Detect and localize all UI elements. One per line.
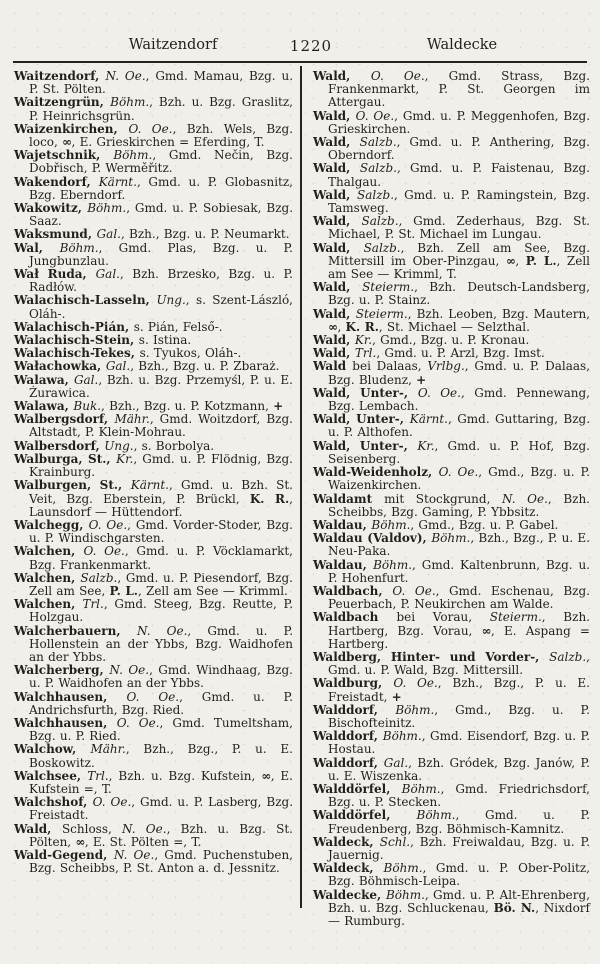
entry-text: , Bzh. Leoben, Bzg. Mautern, bbox=[407, 306, 590, 321]
entry-text: , Gmd. u. P. Arzl, Bzg. Imst. bbox=[376, 346, 545, 361]
province-abbr: Kr. bbox=[116, 451, 134, 466]
posthorn-icon: ∞ bbox=[481, 623, 492, 638]
page-number: 1220 bbox=[289, 37, 333, 55]
entry-headword: Walchsee, bbox=[14, 768, 88, 783]
entry-text: , Bzh., Bzg. u. P. Zbaraż. bbox=[130, 359, 280, 374]
posthorn-icon: ∞ bbox=[62, 135, 72, 150]
entry bbox=[14, 479, 293, 519]
entry bbox=[14, 268, 293, 294]
entry-text: , Gmd. u. P. Hof, Bzg. Seisenberg. bbox=[328, 438, 590, 466]
entry-headword: Walawa, bbox=[14, 399, 74, 414]
province-abbr: Kärnt. bbox=[130, 478, 169, 493]
entry bbox=[313, 611, 590, 651]
entry-text: , bbox=[515, 253, 526, 268]
province-abbr: N. Oe. bbox=[502, 491, 548, 506]
header-rule bbox=[13, 61, 587, 63]
cross-icon: + bbox=[416, 372, 427, 387]
province-abbr: Salzb. bbox=[549, 649, 587, 664]
entry-text: , Bzh. Hartberg, Bzg. Vorau, bbox=[328, 610, 590, 638]
entry-text: , Bzh., Bzg., P. u. E. Neu-Paka. bbox=[328, 531, 590, 559]
province-abbr: Kärnt. bbox=[98, 174, 137, 189]
guide-word-left: Waitzendorf bbox=[128, 37, 218, 53]
entry-text: , Gmd. Steeg, Bzg. Reutte, P. Holzgau. bbox=[29, 597, 294, 625]
province-abbr: Böhm. bbox=[431, 531, 471, 546]
province-abbr: O. Oe. bbox=[83, 544, 125, 559]
entry-headword: Wald, bbox=[313, 346, 355, 361]
entry bbox=[14, 242, 293, 268]
entry-text: , Gmd. u. P. Piesendorf, Bzg. Zell am See, bbox=[29, 570, 293, 598]
entry bbox=[14, 545, 293, 571]
guide-word-right: Waldecke bbox=[426, 37, 498, 53]
entry-text: , Gmd. Kaltenbrunn, Bzg. u. P. Hohenfurt. bbox=[328, 557, 590, 585]
entry-headword: Walchen, bbox=[14, 570, 81, 585]
entry bbox=[313, 836, 590, 862]
entry-text: , Bzh. Zell am See, Bzg. Mittersill im Ober-Pinzgau, bbox=[328, 240, 590, 268]
province-abbr: Salzb. bbox=[80, 570, 118, 585]
entry-headword: Walburgen, St., bbox=[14, 478, 131, 493]
entry-text: , Bzh., Bzg. u. P. Neumarkt. bbox=[120, 227, 290, 242]
province-abbr: Salzb. bbox=[363, 240, 401, 255]
province-abbr: O. Oe. bbox=[126, 689, 180, 704]
entry-text: , Gmd. Mamau, Bzg. u. P. St. Pölten. bbox=[29, 69, 294, 97]
entry-headword: Wald-Weidenholz, bbox=[313, 465, 439, 480]
province-abbr: O. Oe. bbox=[417, 385, 461, 400]
province-abbr: Trl. bbox=[354, 346, 377, 361]
entry bbox=[14, 519, 293, 545]
cross-icon: + bbox=[391, 689, 402, 704]
entry bbox=[313, 360, 590, 386]
province-abbr: Böhm. bbox=[373, 557, 413, 572]
province-abbr: Steierm. bbox=[362, 280, 415, 295]
province-abbr: Kr. bbox=[354, 333, 373, 348]
entry-text: , Gmd. u. P. Sobiesak, Bzg. Saaz. bbox=[29, 201, 294, 229]
entry-headword: Wald, bbox=[313, 240, 364, 255]
entry bbox=[313, 413, 590, 439]
entry-text: , Gmd. u. P. Ober-Politz, Bzg. Böhmisch-Leipa. bbox=[328, 861, 590, 889]
entry bbox=[313, 889, 590, 929]
province-abbr: Böhm. bbox=[87, 201, 127, 216]
route-abbr: P. L. bbox=[525, 253, 557, 268]
entry-text: , Gmd., Bzg. u. P. Bischofteinitz. bbox=[328, 702, 590, 730]
entry-text: , Gmd. Woitzdorf, Bzg. Altstadt, P. Klein-Mohrau. bbox=[29, 412, 293, 440]
entry-headword: Walachisch-Lasseln, bbox=[14, 293, 157, 308]
province-abbr: O. Oe. bbox=[128, 121, 173, 136]
entry-headword: Wajetschnik, bbox=[14, 148, 114, 163]
province-abbr: N. Oe. bbox=[113, 847, 155, 862]
entry-headword: Waizenkirchen, bbox=[14, 121, 129, 136]
entry-headword: Walbersdorf, bbox=[14, 438, 105, 453]
entry-text: , Gmd. u. P. Hollenstein an der Ybbs, Bzg. Waidhofen an der Ybbs. bbox=[29, 623, 294, 664]
entry-text: , s. Szent-László, Oláh-. bbox=[29, 293, 293, 321]
entry bbox=[14, 743, 293, 769]
entry-headword: Walawa, bbox=[14, 372, 74, 387]
entry-text: , Gmd. u. P. Wald, Bzg. Mittersill. bbox=[328, 649, 590, 678]
entry bbox=[14, 294, 293, 320]
entry-headword: Wald-Gegend, bbox=[14, 847, 114, 862]
province-abbr: O. Oe. bbox=[355, 108, 395, 123]
entry-text: , E. Grieskirchen = Eferding, T. bbox=[71, 135, 265, 150]
entry bbox=[313, 440, 590, 466]
entry-text: s. Tyukos, Oláh-. bbox=[139, 346, 242, 361]
entry-headword: Wald, bbox=[313, 280, 363, 295]
entry bbox=[313, 281, 590, 307]
entry bbox=[313, 559, 590, 585]
province-abbr: Gal. bbox=[383, 755, 409, 770]
province-abbr: N. Oe. bbox=[136, 623, 188, 638]
province-abbr: Böhm. bbox=[382, 729, 422, 744]
entry bbox=[14, 796, 293, 822]
entry-text: , Bzh. u. Bzg. Kufstein, bbox=[108, 768, 262, 783]
entry bbox=[14, 691, 293, 717]
entry-text: , Bzh. u. Bzg. Graslitz, P. Heinrichsgrün. bbox=[29, 95, 293, 123]
province-abbr: Trl. bbox=[87, 768, 109, 783]
entry bbox=[14, 717, 293, 743]
entry-headword: Wald, Unter-, bbox=[313, 412, 410, 427]
entry-headword: Waldau, bbox=[313, 557, 374, 572]
entry-text: mit Stockgrund, bbox=[384, 491, 502, 506]
entry bbox=[313, 242, 590, 282]
entry bbox=[313, 189, 590, 215]
entry-text: , Gmd., Bzg. u. P. Gabel. bbox=[410, 517, 559, 532]
province-abbr: O. Oe. bbox=[370, 69, 425, 83]
entry-headword: Wald, bbox=[313, 214, 362, 229]
entry-headword: Wald, bbox=[313, 333, 355, 348]
entry-text: , Gmd. u. P. Lasberg, Bzg. Freistadt. bbox=[29, 795, 294, 823]
entry-text: , Bzh., Bzg., P. u. E. Boskowitz. bbox=[29, 742, 293, 770]
entry-text: s. Pián, Felső-. bbox=[133, 319, 223, 334]
entry-headword: Walchhausen, bbox=[14, 689, 127, 704]
entry bbox=[313, 110, 590, 136]
province-abbr: Vrlbg. bbox=[427, 359, 465, 374]
entry bbox=[313, 862, 590, 888]
entry-text: Schloss, bbox=[61, 821, 123, 836]
entry bbox=[313, 466, 590, 492]
entry-text: , Gmd. Puchenstuben, Bzg. Scheibbs, P. St. Anton a. d. Jessnitz. bbox=[29, 847, 294, 876]
province-abbr: Trl. bbox=[82, 597, 104, 612]
province-abbr: Gal. bbox=[73, 372, 99, 387]
posthorn-icon: ∞ bbox=[75, 834, 85, 849]
entry-headword: Walbergsdorf, bbox=[14, 412, 115, 427]
entry-headword: Walddörfel, bbox=[313, 781, 402, 796]
entry bbox=[313, 585, 590, 611]
entry-text: , Gmd. u. P. Andrichsfurth, Bzg. Ried. bbox=[29, 689, 293, 717]
province-abbr: Gal. bbox=[105, 359, 131, 374]
province-abbr: Mähr. bbox=[114, 412, 150, 427]
entry-headword: Wald bbox=[313, 359, 353, 374]
entry bbox=[313, 215, 590, 241]
entry-headword: Walddorf, bbox=[313, 755, 384, 770]
route-abbr: P. L. bbox=[109, 583, 138, 598]
entry-text: , Gmd. u. P. Vöcklamarkt, Bzg. Frankenmarkt. bbox=[29, 544, 294, 572]
entry-text: bei Dalaas, bbox=[352, 359, 428, 374]
entry bbox=[313, 162, 590, 188]
entry-text: , Gmd. u. P. Faistenau, Bzg. Thalgau. bbox=[328, 161, 590, 189]
entry bbox=[313, 136, 590, 162]
province-abbr: Gal. bbox=[96, 227, 121, 242]
entry-headword: Waldeck, bbox=[313, 834, 380, 849]
entry-headword: Waitzengrün, bbox=[14, 95, 111, 110]
entry bbox=[14, 625, 293, 665]
entry bbox=[14, 96, 293, 122]
entry bbox=[14, 664, 293, 690]
entry-text: , Gmd. Tumeltsham, Bzg. u. P. Ried. bbox=[29, 715, 293, 744]
entry-text: , Bzh., Bzg., P. u. E. Freistadt, bbox=[328, 676, 590, 704]
province-abbr: Buk. bbox=[73, 399, 102, 414]
entry-text: , St. Michael — Selzthal. bbox=[378, 319, 530, 334]
entry bbox=[313, 809, 590, 835]
entry-headword: Wald, bbox=[313, 135, 360, 150]
cross-icon: + bbox=[273, 399, 284, 414]
entry-text: , Gmd. Nečin, Bzg. Dobřisch, P. Werměřitz. bbox=[29, 148, 293, 176]
entry-headword: Walchen, bbox=[14, 597, 83, 612]
entry-headword: Waldeck, bbox=[313, 861, 384, 876]
entry-headword: Waldbach, bbox=[313, 583, 393, 598]
province-abbr: Kärnt. bbox=[409, 412, 448, 427]
text-columns bbox=[14, 70, 590, 928]
entry bbox=[313, 783, 590, 809]
province-abbr: Ung. bbox=[156, 293, 186, 308]
entry-headword: Walcherberg, bbox=[14, 663, 110, 678]
entry bbox=[313, 70, 590, 110]
entry-text: , Bzh. Brzesko, Bzg. u. P. Radłów. bbox=[29, 267, 294, 295]
entry-headword: Walddörfel, bbox=[313, 808, 417, 823]
province-abbr: O. Oe. bbox=[392, 583, 436, 598]
province-abbr: Salzb. bbox=[359, 161, 397, 176]
entry-headword: Wal, bbox=[14, 240, 60, 255]
entry-text: , Gmd., Bzg. u. P. Waizenkirchen. bbox=[328, 465, 591, 493]
province-abbr: Ung. bbox=[104, 438, 134, 453]
entry-headword: Waldau (Valdov), bbox=[313, 531, 432, 546]
province-abbr: N. Oe. bbox=[122, 821, 167, 836]
entry-headword: Walburga, St., bbox=[14, 451, 117, 466]
entry-text: , Gmd. u. P. Dalaas, Bzg. Bludenz, bbox=[328, 359, 590, 387]
entry-text: , Bzh. u. Bzg. St. Pölten, bbox=[29, 821, 294, 849]
entry-text: , Gmd. Eschenau, Bzg. Peuerbach, P. Neukirchen am Walde. bbox=[328, 583, 590, 612]
entry-headword: Walcherbauern, bbox=[14, 623, 137, 638]
entry-text: , Gmd. Vorder-Stoder, Bzg. u. P. Windischgarsten. bbox=[29, 517, 293, 546]
province-abbr: Böhm. bbox=[383, 861, 423, 876]
entry-text: , Gmd. Eisendorf, Bzg. u. P. Hostau. bbox=[328, 729, 591, 757]
province-abbr: N. Oe. bbox=[109, 663, 150, 678]
entry-headword: Waldecke, bbox=[313, 887, 386, 902]
province-abbr: Böhm. bbox=[59, 240, 99, 255]
entry-headword: Walachisch-Pián, bbox=[14, 319, 134, 334]
entry-text: , Gmd. u. P. Alt-Ehrenberg, Bzh. u. Bzg. Schluckenau, bbox=[328, 887, 590, 915]
entry-headword: Walddorf, bbox=[313, 729, 383, 744]
entry-text: , Bzh. Freiwaldau, Bzg. u. P. Jauernig. bbox=[328, 834, 590, 862]
province-abbr: Salzb. bbox=[357, 187, 395, 202]
entry bbox=[313, 704, 590, 730]
entry-text: , Bzh. Scheibbs, Bzg. Gaming, P. Ybbsitz. bbox=[328, 491, 590, 519]
entry bbox=[313, 387, 590, 413]
entry-text: , bbox=[337, 319, 346, 334]
province-abbr: Steierm. bbox=[355, 306, 408, 321]
entry-text: , Gmd. Plas, Bzg. u. P. Jungbunzlau. bbox=[29, 240, 293, 268]
entry-headword: Wald, bbox=[313, 187, 357, 202]
entry-headword: Waldburg, bbox=[313, 676, 394, 691]
province-abbr: O. Oe. bbox=[393, 676, 438, 691]
entry-text: , Bzh. Deutsch-Landsberg, Bzg. u. P. Stainz. bbox=[328, 280, 590, 308]
entry-text: , Gmd. u. P. Freudenberg, Bzg. Böhmisch-Kamnitz. bbox=[328, 808, 590, 836]
entry bbox=[14, 770, 293, 796]
province-abbr: Böhm. bbox=[416, 808, 456, 823]
entry-text: , Zell am See — Krimml. bbox=[137, 583, 288, 598]
entry bbox=[313, 757, 590, 783]
entry-text: , Bzh. u. Bzg. Przemyśl, P. u. E. Żurawica. bbox=[29, 372, 293, 400]
province-abbr: Gal. bbox=[95, 267, 120, 282]
entry-headword: Wald, bbox=[313, 161, 360, 176]
entry-text: , Launsdorf — Hüttendorf. bbox=[29, 491, 293, 519]
province-abbr: Steierm. bbox=[489, 610, 542, 625]
entry bbox=[14, 374, 293, 400]
entry-headword: Waldamt bbox=[313, 491, 385, 506]
entry-headword: Waldberg, Hinter- und Vorder-, bbox=[313, 649, 550, 664]
posthorn-icon: ∞ bbox=[261, 768, 271, 783]
entry-headword: Wald, bbox=[313, 69, 371, 83]
entry bbox=[14, 849, 293, 875]
entry-headword: Walddorf, bbox=[313, 702, 396, 717]
entry bbox=[313, 730, 590, 756]
entry-headword: Walchshof, bbox=[14, 795, 93, 810]
province-abbr: Salzb. bbox=[361, 214, 399, 229]
entry-text: , Zell am See — Krimml, T. bbox=[328, 253, 590, 282]
entry bbox=[14, 413, 293, 439]
entry-headword: Wald, Unter-, bbox=[313, 385, 418, 400]
entry-text: , Gmd. u. Bzh. St. Veit, Bzg. Eberstein, P. Brückl, bbox=[29, 478, 293, 506]
province-abbr: Mähr. bbox=[90, 742, 126, 757]
province-abbr: Schl. bbox=[379, 834, 411, 849]
posthorn-icon: ∞ bbox=[505, 253, 516, 268]
province-abbr: Salzb. bbox=[359, 135, 397, 150]
province-abbr: O. Oe. bbox=[116, 715, 160, 730]
entry bbox=[14, 176, 293, 202]
entry-headword: Waldau, bbox=[313, 517, 372, 532]
province-abbr: O. Oe. bbox=[92, 795, 132, 810]
right-column bbox=[302, 70, 590, 928]
entry-headword: Waitzendorf, bbox=[14, 69, 106, 83]
entry-text: , Nixdorf — Rumburg. bbox=[328, 900, 590, 928]
entry bbox=[14, 202, 293, 228]
entry-text: , Gmd. Pennewang, Bzg. Lembach. bbox=[328, 385, 590, 414]
entry-text: , s. Borbolya. bbox=[133, 438, 215, 453]
entry-headword: Wał Ruda, bbox=[14, 267, 96, 282]
province-abbr: Böhm. bbox=[110, 95, 150, 110]
province-abbr: Kr. bbox=[417, 438, 435, 453]
posthorn-icon: ∞ bbox=[328, 319, 338, 334]
entry bbox=[14, 572, 293, 598]
entry-headword: Walachisch-Tekes, bbox=[14, 346, 140, 361]
province-abbr: Böhm. bbox=[113, 148, 153, 163]
entry-headword: Walchhausen, bbox=[14, 715, 117, 730]
entry-text: , Gmd., Bzg. u. P. Kronau. bbox=[372, 333, 530, 348]
entry-text: , E. St. Pölten =, T. bbox=[84, 834, 202, 849]
entry bbox=[313, 308, 590, 334]
entry bbox=[313, 532, 590, 558]
entry bbox=[14, 123, 293, 149]
entry bbox=[14, 823, 293, 849]
entry-headword: Wald, Unter-, bbox=[313, 438, 418, 453]
route-abbr: K. R. bbox=[345, 319, 379, 334]
entry-headword: Walachisch-Stein, bbox=[14, 333, 139, 348]
entry-headword: Wald, bbox=[14, 821, 62, 836]
page-header bbox=[0, 37, 600, 59]
entry bbox=[313, 677, 590, 703]
entry-text: , Gmd. u. P. Flödnig, Bzg. Krainburg. bbox=[29, 451, 293, 480]
province-abbr: Böhm. bbox=[371, 517, 411, 532]
entry-headword: Walchen, bbox=[14, 544, 84, 559]
entry-headword: Wałachowka, bbox=[14, 359, 106, 374]
entry-text: , E. Aspang = Hartberg. bbox=[328, 623, 590, 651]
entry bbox=[14, 70, 293, 96]
entry-text: , Bzh. Wels, Bzg. loco, bbox=[29, 121, 294, 150]
entry-text: bei Vorau, bbox=[396, 610, 490, 625]
entry bbox=[14, 149, 293, 175]
entry-headword: Waldbach bbox=[313, 610, 397, 625]
entry-text: , Gmd. Guttaring, Bzg. u. P. Althofen. bbox=[328, 412, 591, 440]
route-abbr: K. R. bbox=[249, 491, 290, 506]
entry-headword: Walchegg, bbox=[14, 517, 89, 532]
entry bbox=[14, 453, 293, 479]
left-column bbox=[14, 70, 302, 875]
entry-text: , Gmd. u. P. Ramingstein, Bzg. Tamsweg. bbox=[328, 187, 590, 216]
entry-text: s. Istina. bbox=[138, 333, 192, 348]
entry-text: , Gmd. Friedrichsdorf, Bzg. u. P. Stecken. bbox=[328, 781, 590, 810]
entry-headword: Waksmund, bbox=[14, 227, 97, 242]
entry-headword: Wald, bbox=[313, 306, 356, 321]
province-abbr: N. Oe. bbox=[105, 69, 146, 83]
province-abbr: O. Oe. bbox=[438, 465, 479, 480]
entry-text: , Gmd. u. P. Globasnitz, Bzg. Eberndorf. bbox=[29, 174, 293, 202]
entry bbox=[313, 493, 590, 519]
entry-text: , Gmd. Zederhaus, Bzg. St. Michael, P. St. Michael im Lungau. bbox=[328, 214, 591, 242]
entry bbox=[313, 651, 590, 677]
entry-headword: Walchow, bbox=[14, 742, 91, 757]
entry-text: , E. Kufstein =, T. bbox=[29, 768, 293, 796]
entry-text: , Gmd. u. P. Meggenhofen, Bzg. Grieskirchen. bbox=[328, 108, 591, 136]
province-abbr: Böhm. bbox=[385, 887, 425, 902]
entry-text: , Bzh. Gródek, Bzg. Janów, P. u. E. Wiszenka. bbox=[328, 755, 590, 783]
entry bbox=[14, 598, 293, 624]
route-abbr: Bö. N. bbox=[493, 900, 536, 915]
province-abbr: Böhm. bbox=[401, 781, 441, 796]
entry-text: , Gmd. u. P. Anthering, Bzg. Oberndorf. bbox=[328, 135, 590, 163]
province-abbr: Böhm. bbox=[395, 702, 435, 717]
entry-headword: Wald, bbox=[313, 108, 356, 123]
entry-text: , Bzh., Bzg. u. P. Kotzmann, bbox=[101, 399, 274, 414]
entry-text: , Gmd. Strass, Bzg. Frankenmarkt, P. St. Georgen im Attergau. bbox=[328, 69, 590, 110]
entry-headword: Wakendorf, bbox=[14, 174, 99, 189]
province-abbr: O. Oe. bbox=[88, 517, 128, 532]
entry-headword: Wakowitz, bbox=[14, 201, 88, 216]
entry-text: , Gmd. Windhaag, Bzg. u. P. Waidhofen an der Ybbs. bbox=[29, 663, 293, 691]
